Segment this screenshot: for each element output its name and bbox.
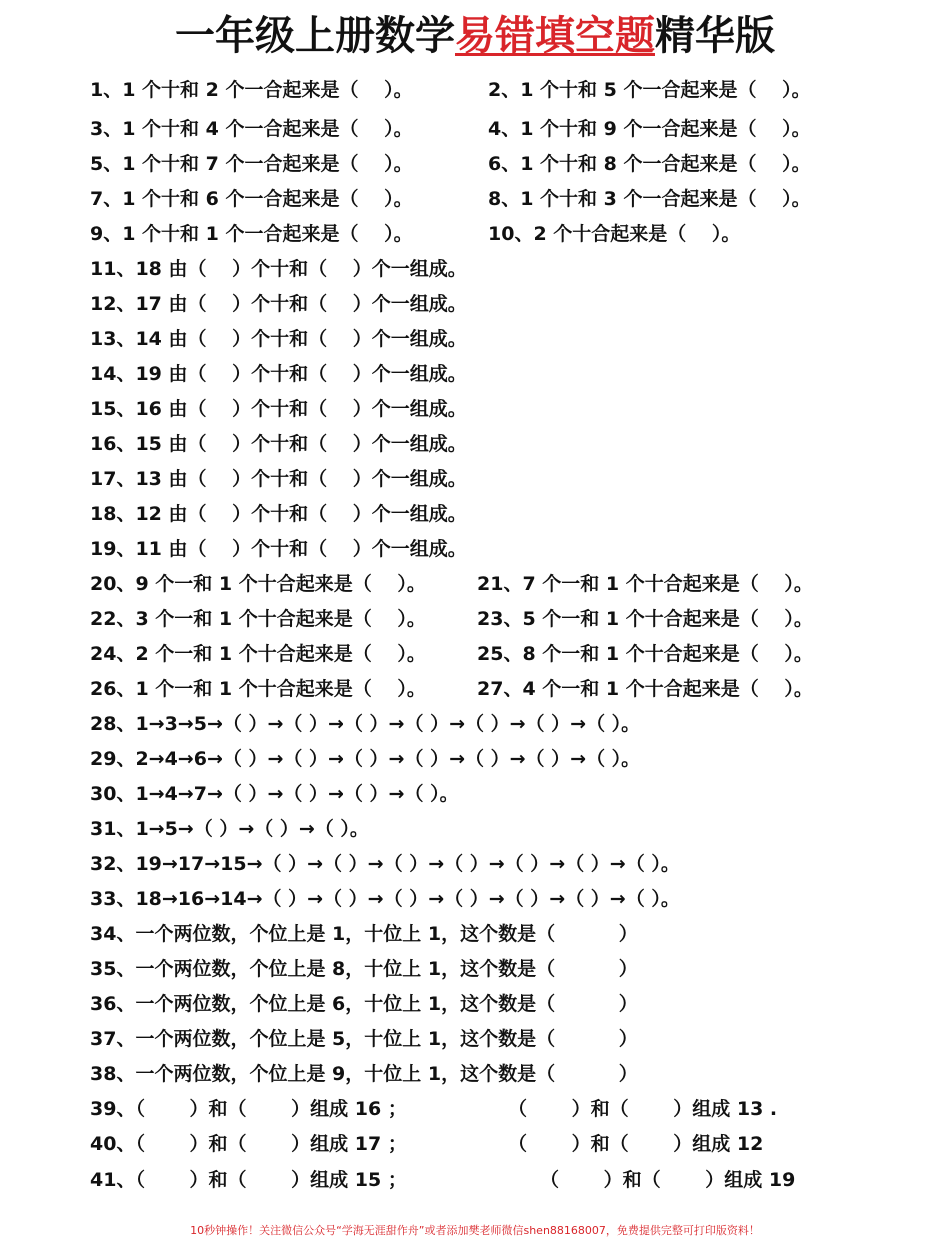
question-32: 32、19→17→15→（ ）→（ ）→（ ）→（ ）→（ ）→（ ）→（ ）。	[90, 853, 680, 875]
question-17: 17、13 由（ ）个十和（ ）个一组成。	[90, 468, 467, 490]
question-10: 10、2 个十合起来是（ ）。	[488, 223, 741, 245]
question-41a: 41、（ ）和（ ）组成 15 ；	[90, 1169, 407, 1191]
title-suffix: 精华版	[655, 13, 775, 59]
title-highlight: 易错填空题	[455, 13, 655, 59]
question-15: 15、16 由（ ）个十和（ ）个一组成。	[90, 398, 467, 420]
question-5: 5、1 个十和 7 个一合起来是（ ）。	[90, 153, 413, 175]
question-19: 19、11 由（ ）个十和（ ）个一组成。	[90, 538, 467, 560]
question-36: 36、一个两位数，个位上是 6，十位上 1，这个数是（ ）	[90, 993, 638, 1015]
question-35: 35、一个两位数，个位上是 8，十位上 1，这个数是（ ）	[90, 958, 638, 980]
question-2: 2、1 个十和 5 个一合起来是（ ）。	[488, 79, 811, 101]
question-26: 26、1 个一和 1 个十合起来是（ ）。	[90, 678, 426, 700]
question-28: 28、1→3→5→（ ）→（ ）→（ ）→（ ）→（ ）→（ ）→（ ）。	[90, 713, 641, 735]
question-31: 31、1→5→（ ）→（ ）→（ ）。	[90, 818, 369, 840]
question-1: 1、1 个十和 2 个一合起来是（ ）。	[90, 79, 413, 101]
question-27: 27、4 个一和 1 个十合起来是（ ）。	[477, 678, 813, 700]
question-39a: 39、（ ）和（ ）组成 16 ；	[90, 1098, 407, 1120]
question-33: 33、18→16→14→（ ）→（ ）→（ ）→（ ）→（ ）→（ ）→（ ）。	[90, 888, 680, 910]
question-21: 21、7 个一和 1 个十合起来是（ ）。	[477, 573, 813, 595]
question-34: 34、一个两位数，个位上是 1，十位上 1，这个数是（ ）	[90, 923, 638, 945]
question-6: 6、1 个十和 8 个一合起来是（ ）。	[488, 153, 811, 175]
question-12: 12、17 由（ ）个十和（ ）个一组成。	[90, 293, 467, 315]
question-38: 38、一个两位数，个位上是 9，十位上 1，这个数是（ ）	[90, 1063, 638, 1085]
question-24: 24、2 个一和 1 个十合起来是（ ）。	[90, 643, 426, 665]
question-41b: （ ）和（ ）组成 19	[540, 1169, 796, 1191]
question-18: 18、12 由（ ）个十和（ ）个一组成。	[90, 503, 467, 525]
question-23: 23、5 个一和 1 个十合起来是（ ）。	[477, 608, 813, 630]
page-title	[0, 4, 950, 61]
question-40b: （ ）和（ ）组成 12	[508, 1133, 764, 1155]
title-prefix: 一年级上册数学	[175, 13, 455, 59]
question-39b: （ ）和（ ）组成 13 .	[508, 1098, 778, 1120]
question-20: 20、9 个一和 1 个十合起来是（ ）。	[90, 573, 426, 595]
question-4: 4、1 个十和 9 个一合起来是（ ）。	[488, 118, 811, 140]
question-16: 16、15 由（ ）个十和（ ）个一组成。	[90, 433, 467, 455]
question-40a: 40、（ ）和（ ）组成 17 ；	[90, 1133, 407, 1155]
question-8: 8、1 个十和 3 个一合起来是（ ）。	[488, 188, 811, 210]
question-14: 14、19 由（ ）个十和（ ）个一组成。	[90, 363, 467, 385]
question-7: 7、1 个十和 6 个一合起来是（ ）。	[90, 188, 413, 210]
question-3: 3、1 个十和 4 个一合起来是（ ）。	[90, 118, 413, 140]
question-37: 37、一个两位数，个位上是 5，十位上 1，这个数是（ ）	[90, 1028, 638, 1050]
question-29: 29、2→4→6→（ ）→（ ）→（ ）→（ ）→（ ）→（ ）→（ ）。	[90, 748, 641, 770]
question-30: 30、1→4→7→（ ）→（ ）→（ ）→（ ）。	[90, 783, 459, 805]
question-22: 22、3 个一和 1 个十合起来是（ ）。	[90, 608, 426, 630]
question-11: 11、18 由（ ）个十和（ ）个一组成。	[90, 258, 467, 280]
question-9: 9、1 个十和 1 个一合起来是（ ）。	[90, 223, 413, 245]
footer-note: 10秒钟操作！关注微信公众号“学海无涯甜作舟”或者添加樊老师微信shen88168007，免费提供完整可打印版资料！	[190, 1224, 760, 1237]
question-13: 13、14 由（ ）个十和（ ）个一组成。	[90, 328, 467, 350]
question-25: 25、8 个一和 1 个十合起来是（ ）。	[477, 643, 813, 665]
